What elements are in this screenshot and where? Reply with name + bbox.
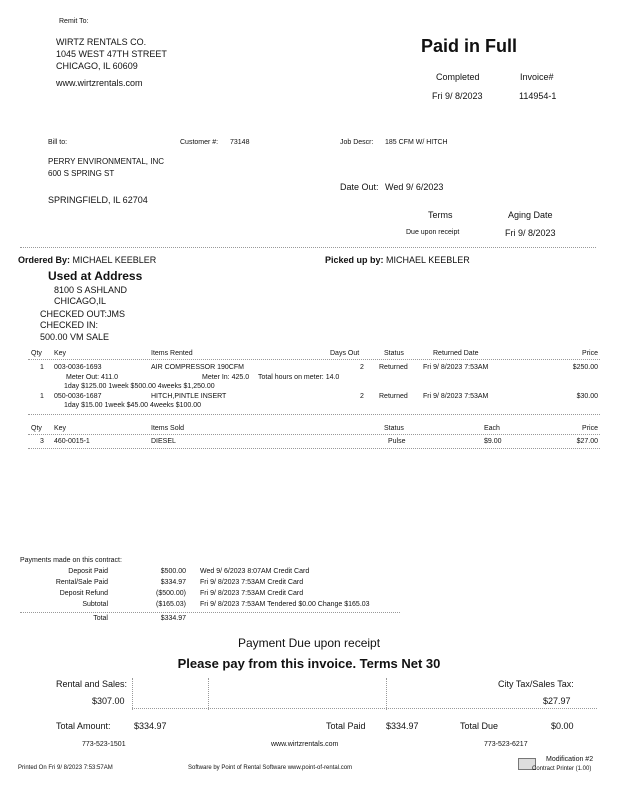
payment-label: Deposit Refund [59,590,108,597]
row-item: AIR COMPRESSOR 190CFM [151,364,244,371]
row-returned: Fri 9/ 8/2023 7:53AM [423,364,489,371]
tax-value: $27.97 [543,696,571,706]
payment-label: Subtotal [82,601,108,608]
total-due-value: $0.00 [551,721,574,731]
footer-website: www.wirtzrentals.com [271,741,339,748]
row-key: 050-0036-1687 [54,393,102,400]
sold-header-each: Each [484,425,500,432]
total-due-label: Total Due [460,721,499,731]
total-amount-label: Total Amount: [56,721,111,731]
sold-header-qty: Qty [31,425,42,432]
completed-label: Completed [436,72,480,82]
row-rates: 1day $15.00 1week $45.00 4weeks $100.00 [64,402,201,409]
ordered-by-value: MICHAEL KEEBLER [72,255,157,265]
payment-desc: Wed 9/ 6/2023 8:07AM Credit Card [200,568,310,575]
row-price: $27.00 [576,438,598,445]
rented-header-key: Key [54,350,67,357]
payment-label: Deposit Paid [68,568,108,575]
sold-header-item: Items Sold [151,425,185,432]
row-returned: Fri 9/ 8/2023 7:53AM [423,393,489,400]
ordered-by-label: Ordered By: [18,255,71,265]
footer-phone2: 773-523-6217 [484,741,528,748]
payment-amount: $334.97 [160,579,186,586]
row-rates: 1day $125.00 1week $500.00 4weeks $1,250.00 [64,383,215,390]
bill-to-name: PERRY ENVIRONMENTAL, INC [48,157,165,166]
row-key: 003-0036-1693 [54,364,102,371]
pay-line: Please pay from this invoice. Terms Net 30 [177,656,441,671]
remit-company: WIRTZ RENTALS CO. [56,37,147,47]
row-status: Returned [379,364,408,371]
rented-end-rule [28,414,600,415]
remit-city: CHICAGO, IL 60609 [56,61,138,71]
payment-total-amount: $334.97 [160,615,186,622]
total-paid-label: Total Paid [326,721,366,731]
payment-label: Rental/Sale Paid [55,579,108,586]
customer-no-value: 73148 [230,139,250,146]
payment-total-label: Total [93,615,108,622]
payments-rule [20,612,400,613]
completed-value: Fri 9/ 8/2023 [432,91,483,101]
row-meter-in: Meter In: 425.0 [202,374,250,381]
row-price: $250.00 [572,364,598,371]
remit-street: 1045 WEST 47TH STREET [56,49,167,59]
row-price: $30.00 [576,393,598,400]
used-at-title: Used at Address [48,269,143,283]
footer-contract: Contract Printer (1.00) [532,766,592,772]
row-qty: 3 [40,438,44,445]
job-descr-value: 185 CFM W/ HITCH [385,139,448,146]
payment-amount: ($500.00) [156,590,186,597]
checked-in: CHECKED IN: [40,320,99,330]
terms-label: Terms [428,210,453,220]
divider [20,247,596,248]
rented-header-rule [28,359,600,360]
row-qty: 1 [40,393,44,400]
row-status: Pulse [388,438,406,445]
status-title: Paid in Full [421,36,518,56]
column-divider [386,678,387,710]
column-divider [132,678,133,710]
ordered-by [18,255,156,265]
column-divider [208,678,209,710]
payment-desc: Fri 9/ 8/2023 7:53AM Tendered $0.00 Change $165.03 [200,601,370,608]
bill-to-label: Bill to: [48,139,68,146]
rental-sales-label: Rental and Sales: [56,679,128,689]
remit-website: www.wirtzrentals.com [56,78,143,88]
picked-up-by-value: MICHAEL KEEBLER [386,255,470,265]
job-descr-label: Job Descr: [340,139,374,146]
checked-out: CHECKED OUT:JMS [40,309,126,319]
terms-value: Due upon receipt [406,229,460,236]
customer-no-label: Customer #: [180,139,219,146]
picked-up-by [325,255,470,265]
rented-header-qty: Qty [31,350,42,357]
sold-end-rule [28,448,600,449]
footer-software: Software by Point of Rental Software www.point-of-rental.com [188,765,353,771]
row-days: 2 [360,393,364,400]
tax-label: City Tax/Sales Tax: [498,679,574,689]
row-total-hours: Total hours on meter: 14.0 [258,374,340,381]
total-amount-value: $334.97 [134,721,167,731]
aging-date-label: Aging Date [508,210,553,220]
payment-desc: Fri 9/ 8/2023 7:53AM Credit Card [200,579,304,586]
invoice-label: Invoice# [520,72,554,82]
row-meter-out: Meter Out: 411.0 [66,374,119,381]
total-paid-value: $334.97 [386,721,419,731]
picked-up-by-label: Picked up by: [325,255,384,265]
row-status: Returned [379,393,408,400]
row-days: 2 [360,364,364,371]
sold-header-key: Key [54,425,67,432]
rented-header-days: Days Out [330,350,360,357]
aging-date-value: Fri 9/ 8/2023 [505,228,556,238]
rented-header-item: Items Rented [151,350,193,357]
used-at-note: 500.00 VM SALE [40,332,110,342]
remit-label: Remit To: [59,18,89,25]
due-line: Payment Due upon receipt [237,636,381,650]
footer-printed: Printed On Fri 9/ 8/2023 7:53:57AM [18,765,113,771]
payments-title: Payments made on this contract: [20,557,122,564]
row-key: 460-0015-1 [54,438,90,445]
totals-rule [132,708,597,709]
invoice-value: 114954-1 [519,91,557,101]
rented-header-returned: Returned Date [433,350,479,357]
date-out-label: Date Out: [340,182,379,192]
payment-amount: ($165.03) [156,601,186,608]
rented-header-price: Price [582,350,598,357]
bill-to-city: SPRINGFIELD, IL 62704 [48,195,148,205]
date-out-value: Wed 9/ 6/2023 [385,182,444,192]
rented-header-status: Status [384,350,404,357]
sold-header-price: Price [582,425,598,432]
row-item: HITCH,PINTLE INSERT [151,393,227,400]
row-item: DIESEL [151,438,176,445]
row-each: $9.00 [484,438,502,445]
payment-amount: $500.00 [160,568,186,575]
bill-to-street: 600 S SPRING ST [48,169,115,178]
row-qty: 1 [40,364,44,371]
footer-phone1: 773-523-1501 [82,741,126,748]
payment-desc: Fri 9/ 8/2023 7:53AM Credit Card [200,590,304,597]
used-at-city: CHICAGO,IL [54,296,107,306]
rental-sales-value: $307.00 [92,696,125,706]
footer-mod: Modification #2 [546,756,594,763]
used-at-street: 8100 S ASHLAND [54,285,128,295]
sold-header-rule [28,434,600,435]
sold-header-status: Status [384,425,404,432]
